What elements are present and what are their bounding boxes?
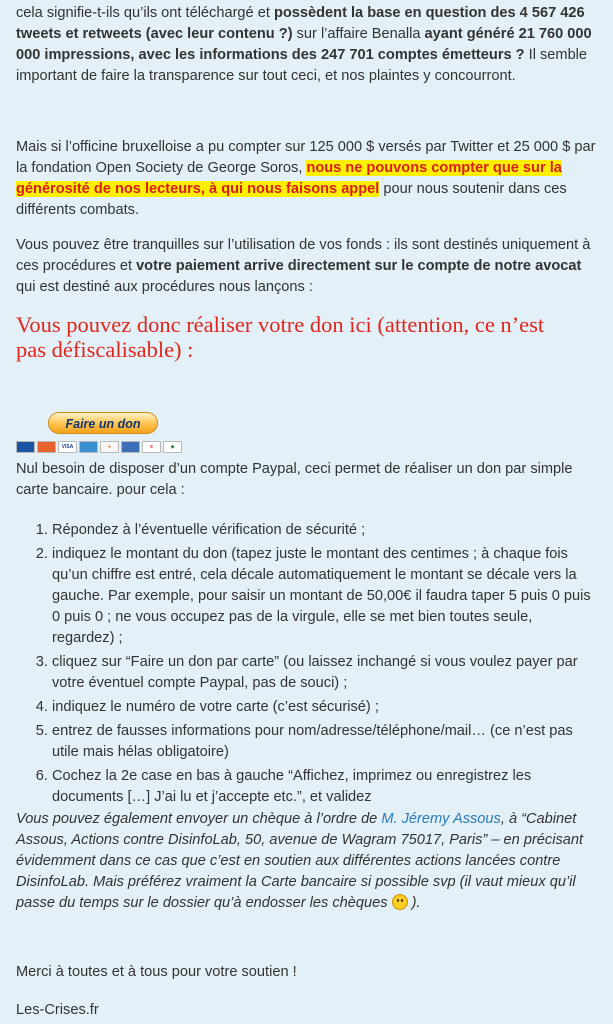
cheque-text-3: ). — [407, 895, 421, 911]
para2-text-1: Mais si l’officine bruxelloise a pu compter sur 125 000 $ versés par Twitter et 25 000 $ par la fondation Open Society de George Soros, — [16, 139, 596, 176]
step-item: 1. Répondez à l’éventuelle vérification de sécurité ; — [52, 520, 596, 541]
step-item: 6. Cochez la 2e case en bas à gauche “Affichez, imprimez ou enregistrez les documents […] J’ai lu et j’accepte etc.”, et validez — [52, 766, 596, 808]
donation-heading: Vous pouvez donc réaliser votre don ici (attention, ce n’est pas défiscalisable) : — [16, 312, 545, 362]
cheque-text-2: , à “Cabinet Assous, Actions contre DisinfoLab, 50, avenue de Wagram 75017, Paris” – en précisant évidemment dans ce cas que c’est en soutien aux différentes actions lancées contre DisinfoLab. Mais préférez vraiment la Carte bancaire si possible svp (il vaut mieux qu’il passe du temps sur le dossier qu’à endosser les chèques — [16, 811, 584, 911]
para1-text-2: sur l’affaire Benalla — [292, 26, 425, 42]
visa-card-icon: VISA — [58, 441, 77, 453]
paypal-donate-button[interactable]: Faire un don — [48, 412, 158, 434]
signature: Les-Crises.fr — [16, 1002, 99, 1018]
step-item: 4. indiquez le numéro de votre carte (c’est sécurisé) ; — [52, 697, 596, 718]
paragraph-transparency — [16, 3, 596, 87]
highlighted-appeal: nous ne pouvons compter que sur la générosité de nos lecteurs, à qui nous faisons appel — [16, 160, 562, 197]
para1-text-3: Il semble important de faire la transparence sur tout ceci, et nos plaintes y concourront. — [16, 47, 588, 84]
bank-transfer-icon: ◆ — [163, 441, 182, 453]
step-item: 2. indiquez le montant du don (tapez juste le montant des centimes ; à chaque fois qu’un chiffre est entré, cela décale automatiquement le montant se décale vers la gauche. Par exemple, pour saisir un montant de 50,00€ il faudra taper 5 puis 0 puis 0 puis 0 ; ne vous occupez pas de la virgule, elle se met bien toutes seule, regardez) ; — [52, 544, 596, 649]
paypal-note: Nul besoin de disposer d’un compte Paypal, ceci permet de réaliser un don par simple carte bancaire. pour cela : — [16, 461, 573, 498]
amex-card-icon — [79, 441, 98, 453]
para1-bold-1: possèdent la base en question des 4 567 426 tweets et retweets (avec leur contenu ?) — [16, 5, 585, 42]
lawyer-link[interactable]: M. Jéremy Assous — [381, 811, 501, 827]
mastercard-card-icon — [37, 441, 56, 453]
payment-card-logos — [16, 441, 182, 453]
step-item: 5. entrez de fausses informations pour nom/adresse/téléphone/mail… (ce n’est pas utile mais hélas obligatoire) — [52, 721, 596, 763]
cheque-text-1: Vous pouvez également envoyer un chèque à l’ordre de — [16, 811, 382, 827]
maestro-card-icon — [16, 441, 35, 453]
paragraph-funding — [16, 137, 596, 221]
discover-card-icon: ● — [100, 441, 119, 453]
paragraph-funds-usage — [16, 235, 596, 298]
bank-card-icon — [121, 441, 140, 453]
para1-text-1: cela signifie-t-ils qu’ils ont téléchargé et — [16, 5, 274, 21]
donation-steps-list — [16, 520, 596, 811]
credit-card-icon: e — [142, 441, 161, 453]
smiley-icon — [392, 894, 408, 910]
step-item: 3. cliquez sur “Faire un don par carte” (ou laissez inchangé si vous voulez payer par votre éventuel compte Paypal, pas de souci) ; — [52, 652, 596, 694]
para3-text-2: qui est destiné aux procédures nous lançons : — [16, 279, 313, 295]
thanks-line: Merci à toutes et à tous pour votre soutien ! — [16, 964, 297, 980]
para3-text-1: Vous pouvez être tranquilles sur l’utilisation de vos fonds : ils sont destinés uniquement à ces procédures et — [16, 237, 591, 274]
cheque-paragraph — [16, 809, 596, 914]
para2-text-2: pour nous soutenir dans ces différents combats. — [16, 181, 567, 218]
para1-bold-2: ayant généré 21 760 000 000 impressions, avec les informations des 247 701 comptes émetteurs ? — [16, 26, 592, 63]
para3-bold-1: votre paiement arrive directement sur le compte de notre avocat — [136, 258, 582, 274]
